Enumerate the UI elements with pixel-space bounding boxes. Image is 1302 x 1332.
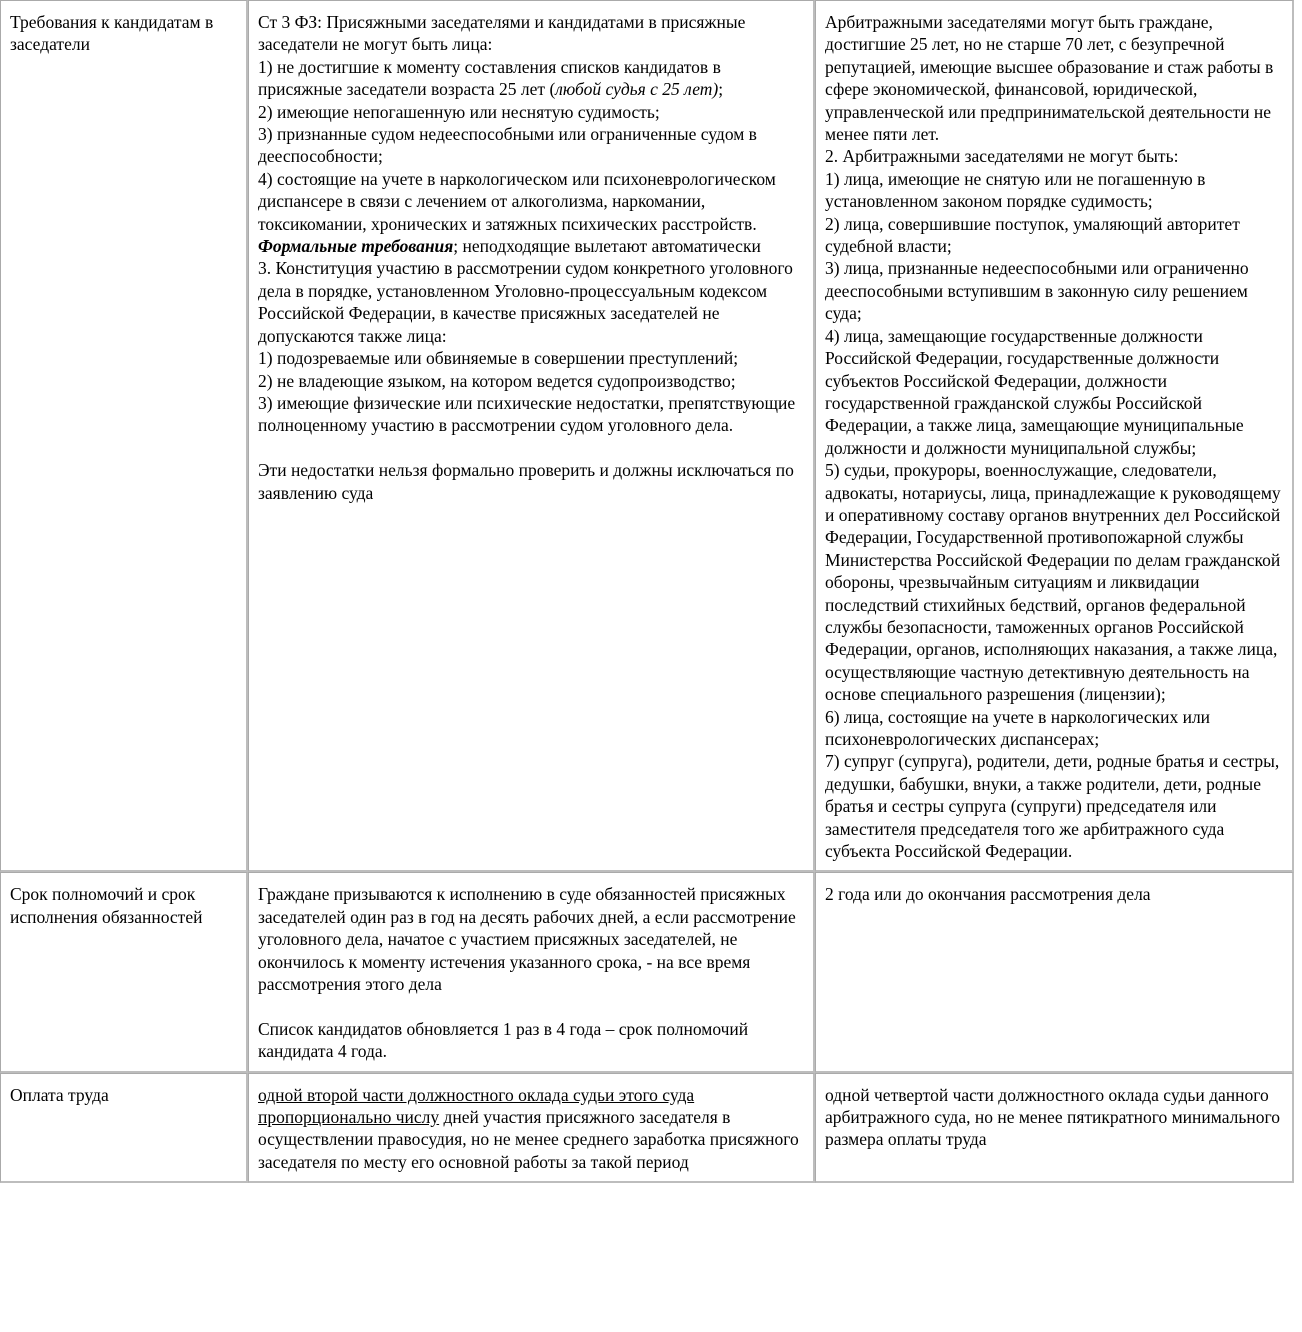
paragraph: 2) не владеющие языком, на котором ведется судопроизводство;: [258, 370, 736, 391]
text-run: 1) не достигшие к моменту составления списков кандидатов в присяжные заседатели возраста 25 лет (: [258, 56, 721, 100]
paragraph: Ст 3 ФЗ: Присяжными заседателями и кандидатами в присяжные заседатели не могут быть лица:: [258, 12, 746, 55]
text-run: ; неподходящие вылетают автоматически: [453, 236, 761, 257]
paragraph: 3) имеющие физические или психические недостатки, препятствующие полноценному участию в рассмотрении судом уголовного дела.: [258, 392, 796, 436]
row-label: Требования к кандидатам в заседатели: [10, 12, 214, 55]
table-row-payment: [0, 1073, 1294, 1184]
paragraph: 3) лица, признанные недееспособными или ограниченно дееспособными вступившим в законную силу решением суда;: [825, 258, 1249, 324]
paragraph: 5) судьи, прокуроры, военнослужащие, следователи, адвокаты, нотариусы, лица, принадлежащие к руководящему и оперативному составу органов внутренних дел Российской Федерации, Государственной противопожарной службы Министерства Российской Федерации по делам гражданской обороны, чрезвычайным ситуациям и ликвидации последствий стихийных бедствий, органов федеральной службы безопасности, таможенных органов Российской Федерации, органов, исполняющих наказания, а также лица, осуществляющие частную детективную деятельность на основе специального разрешения (лицензии);: [825, 460, 1281, 705]
jury-cell: [248, 872, 815, 1072]
table-row-term: [0, 872, 1294, 1072]
paragraph: 2 года или до окончания рассмотрения дела: [825, 884, 1151, 905]
row-label-cell: [0, 872, 248, 1072]
paragraph: Список кандидатов обновляется 1 раз в 4 года – срок полномочий кандидата 4 года.: [258, 1018, 749, 1062]
blank-line: [258, 995, 804, 1017]
paragraph: 6) лица, состоящие на учете в наркологических или психоневрологических диспансерах;: [825, 706, 1211, 749]
row-label: Срок полномочий и срок исполнения обязанностей: [10, 884, 203, 927]
paragraph: Арбитражными заседателями могут быть граждане, достигшие 25 лет, но не старше 70 лет, с безупречной репутацией, имеющие высшее образование и стаж работы в сфере экономической, финансовой, юридической, управленческой или предпринимательской деятельности не менее пяти лет.: [825, 12, 1274, 145]
paragraph: одной четвертой части должностного оклада судьи данного арбитражного суда, но не менее пятикратного минимального размера оплаты труда: [825, 1084, 1280, 1150]
italic-note: любой судья с 25 лет): [555, 79, 719, 100]
row-label-cell: [0, 0, 248, 872]
jury-cell: [248, 0, 815, 872]
paragraph: 4) состоящие на учете в наркологическом или психоневрологическом диспансере в связи с лечением от алкоголизма, наркомании, токсикомании, хронических и затяжных психических расстройств.: [258, 168, 776, 234]
blank-line: [258, 437, 804, 459]
underlined-text: одной второй части должностного оклада судьи этого суда пропорционально числу: [258, 1084, 695, 1128]
paragraph: 2) лица, совершившие поступок, умаляющий авторитет судебной власти;: [825, 213, 1240, 257]
text-run: ;: [718, 79, 724, 100]
paragraph: 4) лица, замещающие государственные должности Российской Федерации, государственные должности субъектов Российской Федерации, должности государственной гражданской службы Российской Федерации, а также лица, замещающие муниципальные должности и должности муниципальной службы;: [825, 325, 1244, 458]
arbitration-cell: [815, 872, 1294, 1072]
paragraph: 3. Конституция участию в рассмотрении судом конкретного уголовного дела в порядке, установленном Уголовно-процессуальным кодексом Российской Федерации, в качестве присяжных заседателей не допускаются также лица:: [258, 258, 793, 346]
paragraph: 2) имеющие непогашенную или неснятую судимость;: [258, 101, 660, 122]
paragraph: 7) супруг (супруга), родители, дети, родные братья и сестры, дедушки, бабушки, внуки, а также родители, дети, родные братья и сестры супруга (супруги) председателя или заместителя председателя того же арбитражного суда субъекта Российской Федерации.: [825, 751, 1280, 862]
arbitration-cell: [815, 1073, 1294, 1184]
paragraph: Граждане призываются к исполнению в суде обязанностей присяжных заседателей один раз в год на десять рабочих дней, а если рассмотрение уголовного дела, начатое с участием присяжных заседателей, не окончилось к моменту истечения указанного срока, - на все время рассмотрения этого дела: [258, 884, 796, 995]
paragraph: 1) лица, имеющие не снятую или не погашенную в установленном законом порядке судимость;: [825, 168, 1206, 212]
bold-italic-term: Формальные требования: [258, 236, 454, 257]
jury-cell: [248, 1073, 815, 1184]
paragraph: [258, 56, 804, 101]
paragraph: 1) подозреваемые или обвиняемые в совершении преступлений;: [258, 348, 739, 369]
text-run: дней участия присяжного заседателя в осуществлении правосудия, но не менее среднего заработка присяжного заседателя по месту его основной работы за такой период: [258, 1107, 799, 1172]
paragraph: 2. Арбитражными заседателями не могут быть:: [825, 146, 1179, 167]
row-label-cell: [0, 1073, 248, 1184]
paragraph: [258, 235, 804, 257]
paragraph: 3) признанные судом недееспособными или ограниченные судом в дееспособности;: [258, 124, 757, 167]
row-label: Оплата труда: [10, 1084, 109, 1105]
arbitration-cell: [815, 0, 1294, 872]
paragraph: [258, 1084, 804, 1174]
paragraph: Эти недостатки нельзя формально проверить и должны исключаться по заявлению суда: [258, 460, 794, 503]
